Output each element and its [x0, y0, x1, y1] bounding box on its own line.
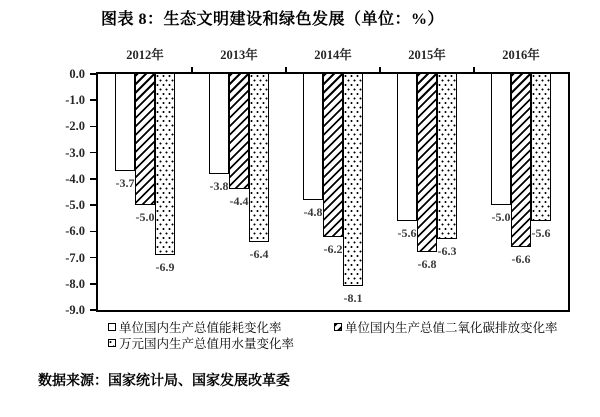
legend-item	[108, 320, 282, 334]
bar-plain-2014年	[303, 74, 323, 200]
y-axis-label: -6.0	[65, 224, 85, 239]
bar-value-label: -6.9	[155, 259, 175, 274]
y-axis-label: -2.0	[65, 119, 85, 134]
bar-dots-2016年	[531, 74, 551, 221]
bar-value-label: -6.3	[437, 244, 457, 259]
bar-value-label: -4.4	[229, 194, 249, 209]
bar-plain-2012年	[115, 74, 135, 171]
category-label: 2014年	[314, 48, 352, 62]
y-axis-label: -9.0	[65, 303, 85, 317]
bar-value-label: -5.0	[491, 210, 511, 225]
bar-value-label: -6.2	[323, 241, 343, 256]
legend-swatch-hatch-icon	[334, 323, 342, 331]
bar-value-label: -5.0	[135, 210, 155, 225]
bar-hatch-2012年	[135, 74, 155, 205]
y-axis-label: -8.0	[65, 276, 85, 291]
category-label: 2016年	[502, 48, 540, 62]
bar-hatch-2013年	[229, 74, 249, 189]
bar-plain-2015年	[397, 74, 417, 221]
bar-plain-2013年	[209, 74, 229, 174]
chart-title: 图表 8：生态文明建设和绿色发展（单位：%）	[100, 11, 444, 28]
bar-value-label: -6.8	[417, 257, 437, 272]
bar-value-label: -6.4	[249, 246, 269, 261]
bar-dots-2015年	[437, 74, 457, 239]
legend-label: 万元国内生产总值用水量变化率	[119, 337, 295, 351]
category-label: 2015年	[408, 48, 446, 62]
category-label: 2013年	[220, 48, 258, 62]
plot-area	[96, 72, 570, 312]
bar-value-label: -3.7	[115, 176, 135, 191]
bar-dots-2012年	[155, 74, 175, 255]
bar-hatch-2015年	[417, 74, 437, 252]
legend-item	[108, 336, 294, 350]
bar-value-label: -5.6	[531, 225, 551, 240]
bar-value-label: -6.6	[511, 252, 531, 267]
y-axis-label: -1.0	[65, 93, 85, 108]
y-axis-label: -7.0	[65, 250, 85, 265]
source-note: 数据来源：国家统计局、国家发展改革委	[38, 372, 290, 388]
legend-item	[334, 320, 558, 334]
legend-label: 单位国内生产总值二氧化碳排放变化率	[345, 321, 558, 335]
bar-value-label: -4.8	[303, 204, 323, 219]
bar-dots-2013年	[249, 74, 269, 242]
bar-plain-2016年	[491, 74, 511, 205]
y-axis-label: -4.0	[65, 171, 85, 186]
bar-dots-2014年	[343, 74, 363, 286]
y-axis-label: 0.0	[69, 67, 85, 81]
bar-hatch-2014年	[323, 74, 343, 237]
bar-value-label: -8.1	[343, 291, 363, 306]
y-axis-label: -5.0	[65, 198, 85, 213]
category-label: 2012年	[126, 48, 164, 62]
bar-value-label: -3.8	[209, 178, 229, 193]
legend-swatch-plain-icon	[108, 323, 116, 331]
bar-value-label: -5.6	[397, 225, 417, 240]
legend-label: 单位国内生产总值能耗变化率	[119, 321, 282, 335]
bar-hatch-2016年	[511, 74, 531, 247]
y-axis-label: -3.0	[65, 145, 85, 160]
legend-swatch-dots-icon	[108, 339, 116, 347]
